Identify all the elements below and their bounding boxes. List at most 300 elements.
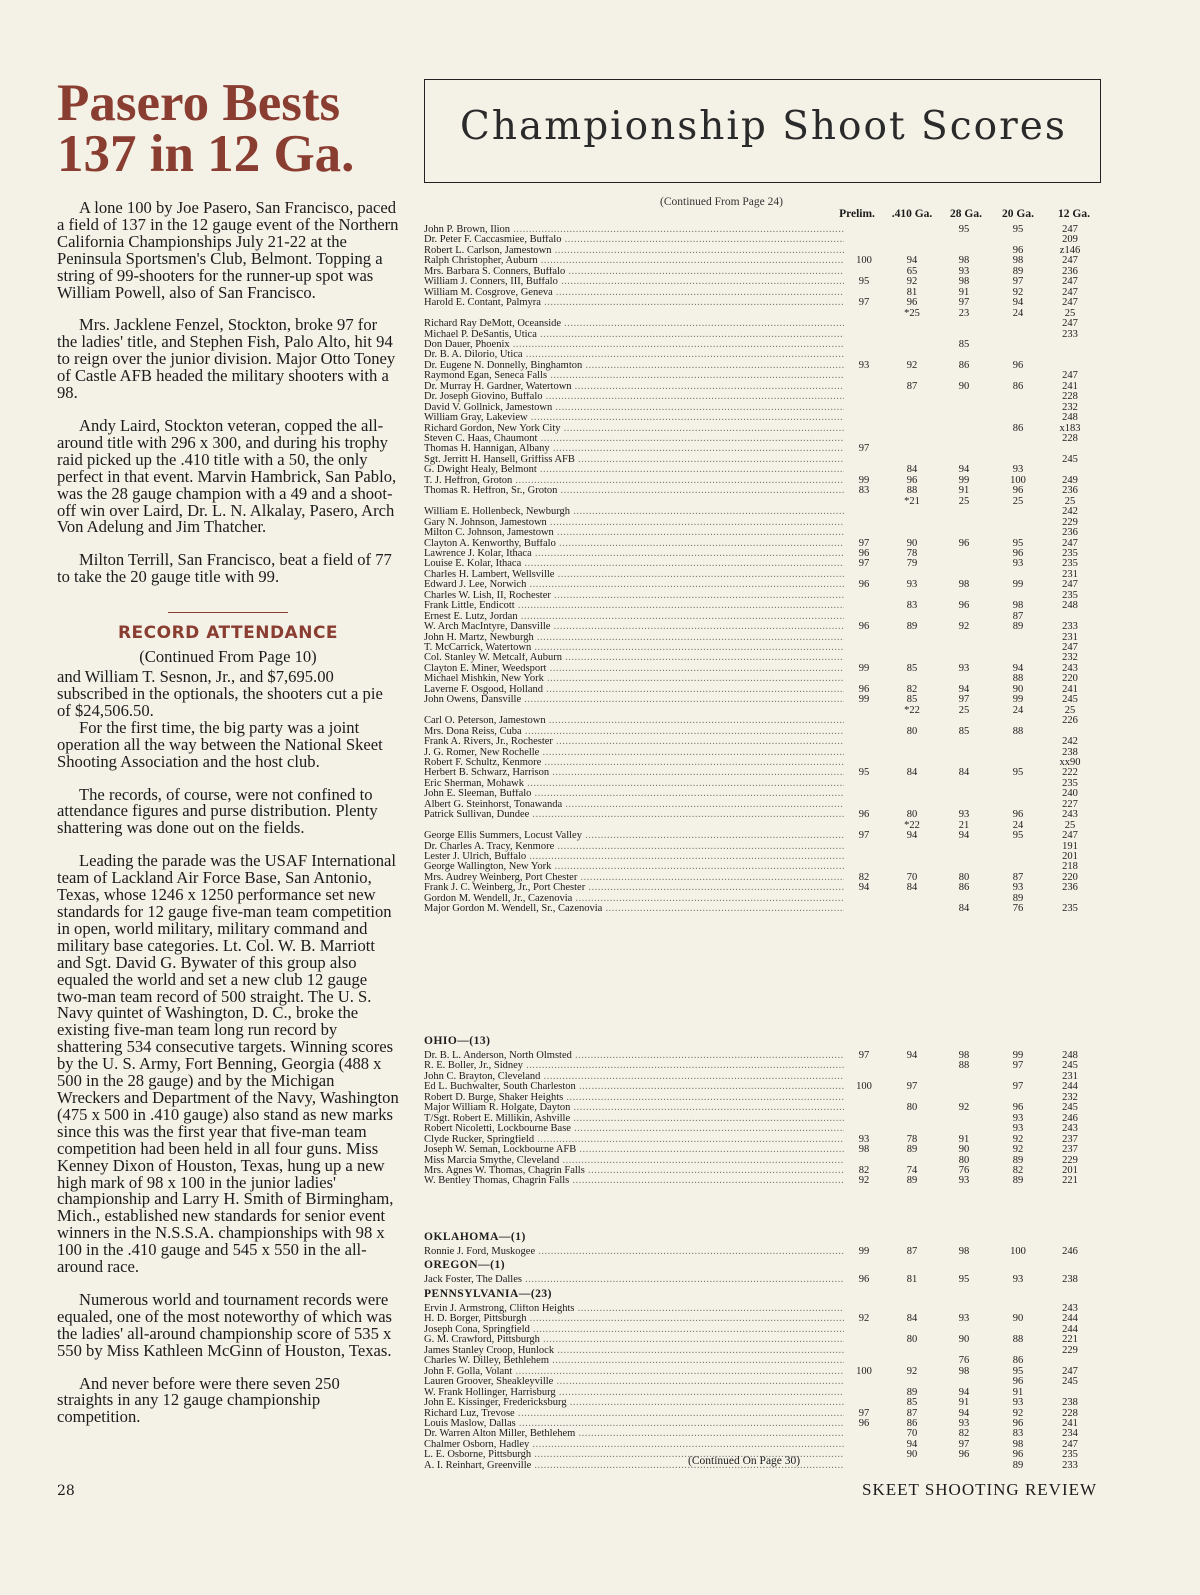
score-cell: 236 — [1062, 882, 1078, 894]
score-cell: 98 — [1012, 600, 1024, 612]
score-cell: 89 — [906, 1144, 918, 1156]
score-cell: 90 — [1012, 683, 1024, 695]
score-cell: 80 — [906, 725, 918, 737]
score-row — [424, 800, 1114, 810]
score-row — [424, 1103, 1114, 1113]
score-cell: 97 — [858, 1407, 870, 1419]
score-cell: 233 — [1062, 328, 1078, 340]
score-cell: 97 — [858, 558, 870, 570]
score-cell: 87 — [1012, 871, 1024, 883]
score-cell: 94 — [1012, 662, 1024, 674]
score-cell: 96 — [958, 537, 970, 549]
score-row — [424, 256, 1114, 266]
score-cell: 88 — [1012, 725, 1024, 737]
score-cell: 87 — [906, 1407, 918, 1419]
shooter-name: Thomas H. Hannigan, Albany ..... — [424, 444, 844, 454]
score-row — [424, 1166, 1114, 1176]
shooter-name: John E. Sleeman, Buffalo ..... — [424, 789, 844, 799]
score-cell: 89 — [1012, 265, 1024, 277]
shooter-name: Charles W. Lish, II, Rochester ..... — [424, 591, 844, 601]
score-cell: 23 — [958, 307, 970, 319]
score-cell: 96 — [906, 297, 918, 309]
shooter-name: Louise E. Kolar, Ithaca ..... — [424, 559, 844, 569]
score-row — [424, 570, 1114, 580]
score-cell: 93 — [1012, 558, 1024, 570]
score-row — [424, 1114, 1114, 1124]
score-cell: 92 — [1012, 1144, 1024, 1156]
score-cell: 24 — [1012, 704, 1024, 716]
shooter-name: Charles W. Dilley, Bethlehem ..... — [424, 1356, 844, 1366]
score-cell: 94 — [1012, 297, 1024, 309]
score-row — [424, 392, 1114, 402]
shooter-name: Major William R. Holgate, Dayton ..... — [424, 1103, 844, 1113]
score-row — [424, 748, 1114, 758]
score-cell: 231 — [1062, 1070, 1078, 1082]
shooter-name: Patrick Sullivan, Dundee ..... — [424, 810, 844, 820]
magazine-name: SKEET SHOOTING REVIEW — [862, 1480, 1098, 1499]
score-cell: 25 — [958, 704, 970, 716]
score-cell: z146 — [1059, 244, 1081, 256]
score-row — [424, 1409, 1114, 1419]
score-row — [424, 1176, 1114, 1186]
score-row — [424, 883, 1114, 893]
shooter-name: Dr. Peter F. Caccasmiee, Buffalo ..... — [424, 235, 844, 245]
score-cell: 96 — [1012, 1449, 1024, 1461]
score-cell: 83 — [858, 485, 870, 497]
shooter-name: Harold E. Contant, Palmyra ..... — [424, 298, 844, 308]
score-cell: 92 — [858, 1175, 870, 1187]
shooter-name: Ervin J. Armstrong, Clifton Heights ..... — [424, 1304, 844, 1314]
score-cell: 232 — [1062, 1091, 1078, 1103]
score-cell: 82 — [906, 683, 918, 695]
score-cell: 92 — [958, 1102, 970, 1114]
score-cell: 96 — [858, 1274, 870, 1285]
score-cell: 85 — [906, 694, 918, 706]
score-cell: 98 — [958, 1050, 970, 1061]
score-row — [424, 1051, 1114, 1061]
score-cell: 81 — [906, 286, 918, 298]
score-row — [424, 1135, 1114, 1145]
score-cell: 94 — [906, 1050, 918, 1061]
score-row — [424, 455, 1114, 465]
score-cell: 241 — [1062, 1417, 1078, 1429]
shooter-name: Eric Sherman, Mohawk ..... — [424, 779, 844, 789]
score-cell: 97 — [906, 1081, 918, 1093]
score-row — [424, 664, 1114, 674]
score-cell: 97 — [958, 1438, 970, 1450]
score-cell: 80 — [906, 1334, 918, 1346]
shooter-name: Miss Marcia Smythe, Cleveland ..... — [424, 1156, 844, 1166]
score-cell: 80 — [958, 871, 970, 883]
score-cell: 76 — [1012, 903, 1024, 915]
shooter-name: T/Sgt. Robert E. Millikin, Ashville ..... — [424, 1114, 844, 1124]
score-cell: 247 — [1062, 286, 1078, 298]
score-cell: 99 — [1012, 579, 1024, 591]
shooter-name: Mrs. Agnes W. Thomas, Chagrin Falls ..... — [424, 1166, 844, 1176]
score-row — [424, 1325, 1114, 1335]
score-row — [424, 601, 1114, 611]
score-cell: 86 — [1012, 1355, 1024, 1367]
score-cell: 247 — [1062, 224, 1078, 235]
shooter-name: Charles H. Lambert, Wellsville ..... — [424, 570, 844, 580]
score-cell: 81 — [906, 1274, 918, 1285]
score-cell: 91 — [958, 286, 970, 298]
score-row — [424, 1072, 1114, 1082]
score-row — [424, 1247, 1114, 1257]
score-row — [424, 622, 1114, 632]
score-cell: 96 — [858, 809, 870, 821]
score-cell: 247 — [1062, 642, 1078, 653]
record-paragraph: and William T. Sesnon, Jr., and $7,695.00 subscribed in the optionals, the shooters cut a pie of $24,506.50. — [57, 667, 383, 720]
score-row — [424, 789, 1114, 799]
score-cell: 233 — [1062, 1459, 1078, 1471]
score-cell: 21 — [958, 819, 970, 831]
score-cell: 238 — [1062, 1274, 1078, 1285]
score-cell: 245 — [1062, 1376, 1078, 1388]
shooter-name: Michael Mishkin, New York ..... — [424, 674, 844, 684]
score-cell: 237 — [1062, 1133, 1078, 1145]
score-cell: 99 — [1012, 1050, 1024, 1061]
score-cell: 241 — [1062, 380, 1078, 392]
score-cell: 96 — [1012, 1376, 1024, 1388]
shooter-name: Ronnie J. Ford, Muskogee ..... — [424, 1247, 844, 1257]
score-cell: 94 — [858, 882, 870, 894]
score-cell: 243 — [1062, 1303, 1078, 1314]
score-cell: 93 — [1012, 1397, 1024, 1409]
score-row — [424, 779, 1114, 789]
score-cell: 95 — [1012, 1365, 1024, 1377]
score-cell: 93 — [958, 265, 970, 277]
score-cell: 209 — [1062, 234, 1078, 246]
score-cell: 100 — [1010, 474, 1026, 486]
score-cell: 86 — [958, 882, 970, 894]
score-cell: *22 — [904, 819, 920, 831]
score-row — [424, 1061, 1114, 1071]
score-cell: 87 — [906, 380, 918, 392]
record-paragraph: The records, of course, were not confined to attendance figures and purse distribution. Plenty shattering was done out on the fields. — [57, 784, 378, 838]
score-cell: 96 — [858, 579, 870, 591]
record-paragraph: And never before were there seven 250 straights in any 12 gauge championship competition. — [57, 1373, 340, 1427]
score-cell: 80 — [906, 809, 918, 821]
score-row — [424, 476, 1114, 486]
shooter-name: William E. Hollenbeck, Newburgh ..... — [424, 507, 844, 517]
score-cell: 234 — [1062, 1428, 1078, 1440]
shooter-name: Frank J. C. Weinberg, Jr., Port Chester ..... — [424, 883, 844, 893]
shooter-name: Richard Ray DeMott, Oceanside ..... — [424, 319, 844, 329]
score-row — [424, 1377, 1114, 1387]
state-section-heading: OREGON—(1) — [424, 1259, 506, 1271]
score-cell: 89 — [906, 1175, 918, 1187]
score-cell: 247 — [1062, 370, 1078, 382]
score-cell: 91 — [1012, 1386, 1024, 1398]
score-cell: 97 — [1012, 1060, 1024, 1072]
score-cell: 228 — [1062, 433, 1078, 444]
score-cell: 99 — [958, 474, 970, 486]
shooter-name: Clayton A. Kenworthy, Buffalo ..... — [424, 539, 844, 549]
score-cell: 88 — [906, 485, 918, 497]
score-cell: 98 — [958, 1246, 970, 1257]
score-row — [424, 737, 1114, 747]
score-row — [424, 685, 1114, 695]
score-row — [424, 1356, 1114, 1366]
shooter-name: Ed L. Buchwalter, South Charleston ..... — [424, 1082, 844, 1092]
score-cell: 236 — [1062, 265, 1078, 277]
shooter-name: Joseph W. Seman, Lockbourne AFB ..... — [424, 1145, 844, 1155]
score-cell: 98 — [958, 1365, 970, 1377]
score-cell: 90 — [958, 1334, 970, 1346]
score-cell: 236 — [1062, 485, 1078, 497]
shooter-name: Richard Gordon, New York City ..... — [424, 424, 844, 434]
shooter-name: Dr. Joseph Giovino, Buffalo ..... — [424, 392, 844, 402]
score-cell: 85 — [958, 338, 970, 350]
shooter-name: Steven C. Haas, Chaumont ..... — [424, 434, 844, 444]
score-cell: 93 — [1012, 1123, 1024, 1135]
shooter-name: David V. Gollnick, Jamestown ..... — [424, 403, 844, 413]
score-cell: 98 — [1012, 255, 1024, 267]
score-cell: 83 — [1012, 1428, 1024, 1440]
score-cell: 24 — [1012, 819, 1024, 831]
state-section-heading: PENNSYLVANIA—(23) — [424, 1288, 552, 1300]
shooter-name: Chalmer Osborn, Hadley ..... — [424, 1440, 844, 1450]
score-row — [424, 497, 1114, 507]
score-cell: 90 — [1012, 1313, 1024, 1325]
score-cell: 237 — [1062, 1144, 1078, 1156]
score-cell: 246 — [1062, 1112, 1078, 1124]
record-attendance-heading: RECORD ATTENDANCE — [117, 623, 339, 644]
shooter-name: W. Frank Hollinger, Harrisburg ..... — [424, 1388, 844, 1398]
score-cell: 100 — [856, 1081, 872, 1093]
score-cell: 96 — [958, 600, 970, 612]
score-cell: 90 — [958, 380, 970, 392]
score-cell: 87 — [906, 1246, 918, 1257]
score-cell: 92 — [906, 1365, 918, 1377]
score-row — [424, 612, 1114, 622]
score-row — [424, 319, 1114, 329]
score-cell: 238 — [1062, 1397, 1078, 1409]
score-cell: 94 — [958, 1407, 970, 1419]
score-cell: 93 — [858, 1133, 870, 1145]
shooter-name: Raymond Egan, Seneca Falls ..... — [424, 371, 844, 381]
score-cell: 97 — [858, 443, 870, 455]
score-row — [424, 403, 1114, 413]
score-cell: 93 — [958, 1313, 970, 1325]
score-row — [424, 382, 1114, 392]
shooter-name: W. Bentley Thomas, Chagrin Falls ..... — [424, 1176, 844, 1186]
score-row — [424, 904, 1114, 914]
score-row — [424, 1419, 1114, 1429]
score-cell: 191 — [1062, 840, 1078, 852]
score-cell: 247 — [1062, 255, 1078, 267]
continued-from-note: (Continued From Page 24) — [660, 196, 783, 208]
score-row — [424, 559, 1114, 569]
score-cell: 94 — [906, 830, 918, 842]
shooter-name: T. McCarrick, Watertown ..... — [424, 643, 844, 653]
score-cell: 96 — [1012, 809, 1024, 821]
score-cell: 235 — [1062, 558, 1078, 570]
score-cell: 247 — [1062, 579, 1078, 591]
score-row — [424, 235, 1114, 245]
score-cell: 84 — [958, 903, 970, 915]
shooter-name: Dr. Eugene N. Donnelly, Binghamton ..... — [424, 361, 844, 371]
score-cell: 247 — [1062, 537, 1078, 549]
score-cell: 93 — [958, 1175, 970, 1187]
shooter-name: Clyde Rucker, Springfield ..... — [424, 1135, 844, 1145]
score-cell: 25 — [1064, 307, 1076, 319]
score-row — [424, 225, 1114, 235]
score-cell: 248 — [1062, 600, 1078, 612]
score-cell: 229 — [1062, 1344, 1078, 1356]
shooter-name: Dr. Warren Alton Miller, Bethlehem ..... — [424, 1429, 844, 1439]
score-cell: 92 — [906, 359, 918, 371]
score-cell: 24 — [1012, 307, 1024, 319]
shooter-name: W. Arch MacIntyre, Dansville ..... — [424, 622, 844, 632]
score-cell: 93 — [958, 662, 970, 674]
shooter-name: George Ellis Summers, Locust Valley ..... — [424, 831, 844, 841]
score-cell: *22 — [904, 704, 920, 716]
score-cell: 89 — [1012, 892, 1024, 904]
col-header-410: .410 Ga. — [891, 208, 933, 220]
score-cell: 226 — [1062, 715, 1078, 727]
score-cell: 93 — [1012, 1112, 1024, 1124]
shooter-name: H. D. Borger, Pittsburgh ..... — [424, 1314, 844, 1324]
score-cell: 97 — [858, 830, 870, 842]
score-cell: 248 — [1062, 412, 1078, 424]
shooter-name: James Stanley Croop, Hunlock ..... — [424, 1346, 844, 1356]
shooter-name: Ralph Christopher, Auburn ..... — [424, 256, 844, 266]
score-cell: 82 — [1012, 1164, 1024, 1176]
score-cell: 94 — [906, 1438, 918, 1450]
col-header-prelim: Prelim. — [839, 208, 875, 220]
shooter-name: William M. Cosgrove, Geneva ..... — [424, 288, 844, 298]
score-row — [424, 758, 1114, 768]
score-cell: 70 — [906, 1428, 918, 1440]
shooter-name: John E. Kissinger, Fredericksburg ..... — [424, 1398, 844, 1408]
score-cell: 235 — [1062, 547, 1078, 559]
score-cell: 90 — [906, 537, 918, 549]
score-cell: 95 — [1012, 830, 1024, 842]
score-cell: 98 — [858, 1144, 870, 1156]
shooter-name: George Wallington, New York ..... — [424, 862, 844, 872]
shooter-name: Albert G. Steinhorst, Tonawanda ..... — [424, 800, 844, 810]
score-cell: *25 — [904, 307, 920, 319]
score-row — [424, 1124, 1114, 1134]
score-row — [424, 246, 1114, 256]
score-cell: 97 — [1012, 1081, 1024, 1093]
shooter-name: L. E. Osborne, Pittsburgh ..... — [424, 1450, 844, 1460]
shooter-name: Thomas R. Heffron, Sr., Groton ..... — [424, 486, 844, 496]
score-row — [424, 643, 1114, 653]
score-cell: 96 — [958, 1449, 970, 1461]
score-row — [424, 298, 1114, 308]
article-paragraph: A lone 100 by Joe Pasero, San Francisco, paced a field of 137 in the 12 gauge event of the Northern California Championships July 21-22 at the Peninsula Sportsmen's Club, Belmont. Topping a string of 99-shooters for the runner-up spot was William Powell, also of San Francisco. — [57, 198, 399, 302]
score-cell: 247 — [1062, 276, 1078, 288]
score-cell: 89 — [1012, 1459, 1024, 1471]
score-cell: 91 — [958, 485, 970, 497]
score-cell: 235 — [1062, 589, 1078, 601]
score-row — [424, 633, 1114, 643]
score-cell: 97 — [858, 1050, 870, 1061]
record-paragraph: Leading the parade was the USAF International team of Lackland Air Force Base, San Antonio, Texas, whose 1246 x 1250 performance set new standards for 12 gauge five-man team competition in open, world military, military command and military base categories. Lt. Col. W. B. Marriott and Sgt. David G. Bywater of this group also equaled the world and set a new club 12 gauge two-man team record of 500 straight. The U. S. Navy quintet of Washington, D. C., broke the existing five-man team long run record by shattering 534 consecutive targets. Winning scores by the U. S. Army, Fort Benning, Georgia (488 x 500 in the 28 gauge) and by the Michigan Wreckers and Department of the Navy, Washington (475 x 500 in .410 gauge) also stand as new marks since this was the first year that five-man team competition had been held in all four guns. Miss Kenney Dixon of Houston, Texas, hung up a new high mark of 98 x 100 in the junior ladies' championship and Larry H. Smith of Birmingham, Mich., established new standards for senior event winners in the N.S.S.A. championships with 98 x 100 in the .410 gauge and 545 x 550 in the all-around race. — [57, 851, 399, 1277]
shooter-name: Major Gordon M. Wendell, Sr., Cazenovia ..... — [424, 904, 844, 914]
shooter-name: Robert Nicoletti, Lockbourne Base ..... — [424, 1124, 844, 1134]
score-cell: 201 — [1062, 851, 1078, 862]
score-cell: 84 — [906, 1313, 918, 1325]
score-cell: xx90 — [1059, 756, 1081, 768]
score-cell: 221 — [1062, 1334, 1078, 1346]
shooter-name: John F. Golla, Volant ..... — [424, 1367, 844, 1377]
score-cell: 232 — [1062, 652, 1078, 664]
score-row — [424, 413, 1114, 423]
shooter-name: Robert F. Schultz, Kenmore ..... — [424, 758, 844, 768]
score-cell: 244 — [1062, 1323, 1078, 1335]
shooter-name: Dr. B. L. Anderson, North Olmsted ..... — [424, 1051, 844, 1061]
score-cell: 93 — [958, 1417, 970, 1429]
shooter-name: Mrs. Dona Reiss, Cuba ..... — [424, 727, 844, 737]
score-cell: 243 — [1062, 1123, 1078, 1135]
score-cell: 201 — [1062, 1164, 1078, 1176]
shooter-name: John P. Brown, Ilion ..... — [424, 225, 844, 235]
score-row — [424, 1093, 1114, 1103]
score-cell: 94 — [958, 1386, 970, 1398]
shooter-name: G. Dwight Healy, Belmont ..... — [424, 465, 844, 475]
score-row — [424, 434, 1114, 444]
shooter-name: Edward J. Lee, Norwich ..... — [424, 580, 844, 590]
score-cell: 249 — [1062, 474, 1078, 486]
article-paragraph: Milton Terrill, San Francisco, beat a field of 77 to take the 20 gauge title with 99. — [57, 550, 392, 587]
score-cell: 246 — [1062, 1246, 1078, 1257]
score-row — [424, 1346, 1114, 1356]
state-section-heading: OHIO—(13) — [424, 1035, 491, 1047]
score-cell: 89 — [906, 621, 918, 633]
score-cell: 235 — [1062, 1449, 1078, 1461]
continued-on-note: (Continued On Page 30) — [688, 1455, 801, 1467]
score-row — [424, 507, 1114, 517]
score-cell: 90 — [906, 1449, 918, 1461]
score-cell: 241 — [1062, 683, 1078, 695]
record-paragraph: Numerous world and tournament records were equaled, one of the most noteworthy of which was the ladies' all-around championship score of 535 x 550 by Miss Kathleen McGinn of Houston, Texas. — [57, 1289, 393, 1360]
score-cell: 233 — [1062, 621, 1078, 633]
score-cell: 92 — [958, 621, 970, 633]
score-row — [424, 580, 1114, 590]
score-cell: 98 — [958, 276, 970, 288]
score-cell: 91 — [958, 1133, 970, 1145]
score-cell: 229 — [1062, 516, 1078, 528]
score-cell: 92 — [1012, 1407, 1024, 1419]
score-row — [424, 831, 1114, 841]
score-cell: 96 — [1012, 1102, 1024, 1114]
score-cell: 86 — [1012, 380, 1024, 392]
score-cell: 245 — [1062, 1060, 1078, 1072]
score-cell: 245 — [1062, 453, 1078, 465]
score-cell: 227 — [1062, 798, 1078, 810]
score-cell: 25 — [1064, 819, 1076, 831]
score-row — [424, 716, 1114, 726]
shooter-name: Herbert B. Schwarz, Harrison ..... — [424, 768, 844, 778]
score-cell: 93 — [1012, 464, 1024, 476]
article-paragraph: Andy Laird, Stockton veteran, copped the all-around title with 296 x 300, and during his trophy raid picked up the .410 title with a 50, the only perfect in that event. Marvin Hambrick, San Pablo, was the 28 gauge champion with a 49 and a shoot-off win over Laird, Dr. L. N. Alkalay, Pasero, Arch Von Adelung and Jim Thatcher. — [57, 415, 397, 537]
score-row — [424, 1429, 1114, 1439]
score-cell: 84 — [906, 464, 918, 476]
score-cell: 88 — [958, 1060, 970, 1072]
score-row — [424, 695, 1114, 705]
score-row — [424, 1145, 1114, 1155]
score-cell: 95 — [1012, 224, 1024, 235]
score-cell: 235 — [1062, 777, 1078, 789]
score-row — [424, 1367, 1114, 1377]
score-cell: 243 — [1062, 662, 1078, 674]
score-cell: 248 — [1062, 1050, 1078, 1061]
score-cell: 232 — [1062, 401, 1078, 413]
